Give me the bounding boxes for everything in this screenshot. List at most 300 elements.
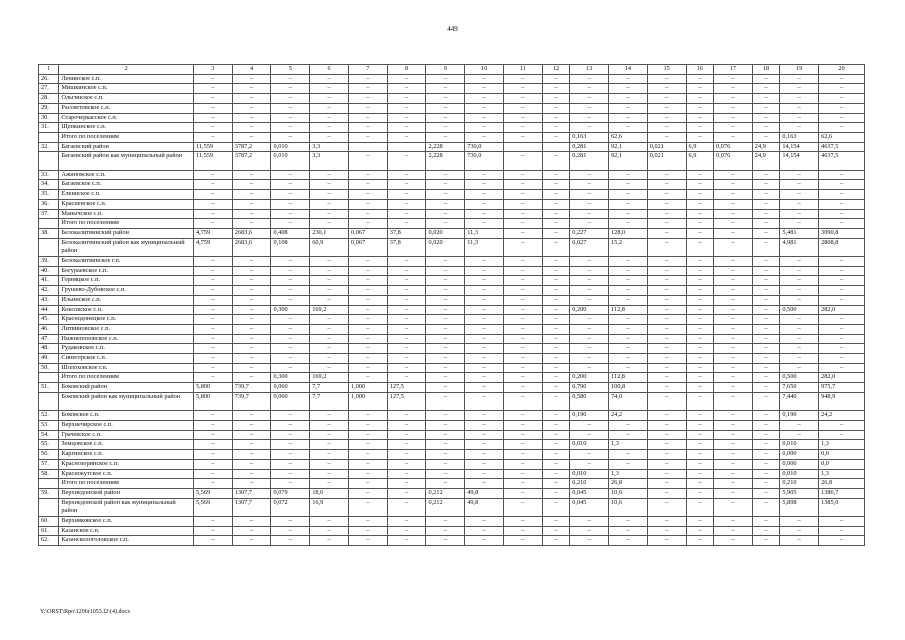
value-cell: 4637,5 <box>819 142 865 152</box>
value-cell: – <box>647 324 686 334</box>
value-cell: – <box>542 354 570 364</box>
value-cell: – <box>647 334 686 344</box>
value-cell: – <box>542 103 570 113</box>
value-cell: 0,072 <box>271 498 310 516</box>
value-cell: – <box>348 199 387 209</box>
value-cell: – <box>271 430 310 440</box>
value-cell: – <box>232 132 271 142</box>
value-cell: – <box>348 123 387 133</box>
value-cell: – <box>780 517 819 527</box>
value-cell: – <box>780 74 819 84</box>
value-cell: – <box>542 266 570 276</box>
name-cell: Синегорское с.п. <box>59 354 194 364</box>
value-cell: – <box>819 199 865 209</box>
value-cell: – <box>686 209 714 219</box>
value-cell: – <box>387 286 426 296</box>
value-cell: 112,8 <box>609 373 648 383</box>
value-cell: – <box>426 411 465 421</box>
name-cell: Елкинское с.п. <box>59 190 194 200</box>
value-cell: 0,045 <box>570 488 609 498</box>
name-cell: Краснодонецкое с.п. <box>59 315 194 325</box>
value-cell: – <box>819 219 865 229</box>
value-cell: – <box>752 113 780 123</box>
value-cell: – <box>348 430 387 440</box>
value-cell: – <box>232 170 271 180</box>
value-cell: – <box>542 286 570 296</box>
value-cell: – <box>570 190 609 200</box>
value-cell: – <box>193 209 232 219</box>
value-cell: – <box>310 450 349 460</box>
value-cell: – <box>752 334 780 344</box>
table-row <box>39 305 865 315</box>
value-cell: – <box>609 334 648 344</box>
value-cell: – <box>465 305 504 315</box>
value-cell: – <box>609 324 648 334</box>
value-cell: – <box>686 373 714 383</box>
value-cell: – <box>714 238 753 256</box>
value-cell: – <box>647 430 686 440</box>
value-cell: – <box>542 526 570 536</box>
value-cell: – <box>426 286 465 296</box>
value-cell: – <box>647 238 686 256</box>
table-row <box>39 113 865 123</box>
value-cell: – <box>819 123 865 133</box>
value-cell: – <box>465 459 504 469</box>
value-cell: – <box>686 440 714 450</box>
table-row <box>39 152 865 170</box>
name-cell: Нижнепоповское с.п. <box>59 334 194 344</box>
value-cell: – <box>310 411 349 421</box>
value-cell: – <box>752 324 780 334</box>
value-cell: – <box>426 430 465 440</box>
value-cell: – <box>348 411 387 421</box>
row-number-cell: 56. <box>39 450 59 460</box>
table-row <box>39 266 865 276</box>
value-cell: – <box>271 315 310 325</box>
value-cell: – <box>271 354 310 364</box>
value-cell: – <box>819 526 865 536</box>
value-cell: – <box>714 450 753 460</box>
name-cell: Мишкинское с.п. <box>59 84 194 94</box>
table-row <box>39 469 865 479</box>
value-cell: – <box>426 257 465 267</box>
value-cell: – <box>819 517 865 527</box>
value-cell: – <box>542 440 570 450</box>
value-cell: – <box>503 295 542 305</box>
value-cell: – <box>714 440 753 450</box>
value-cell: 24,9 <box>752 142 780 152</box>
value-cell: – <box>387 517 426 527</box>
value-cell: – <box>387 450 426 460</box>
table-row <box>39 94 865 104</box>
name-cell: Рассветовское с.п. <box>59 103 194 113</box>
data-table <box>38 64 865 546</box>
value-cell: – <box>193 411 232 421</box>
value-cell: – <box>387 459 426 469</box>
value-cell: – <box>232 286 271 296</box>
value-cell: – <box>609 209 648 219</box>
value-cell: – <box>570 123 609 133</box>
value-cell: – <box>780 420 819 430</box>
value-cell: – <box>503 305 542 315</box>
value-cell: – <box>570 324 609 334</box>
value-cell: – <box>647 498 686 516</box>
value-cell: – <box>465 94 504 104</box>
table-row <box>39 286 865 296</box>
value-cell: – <box>387 536 426 546</box>
value-cell: – <box>387 103 426 113</box>
value-cell: – <box>271 526 310 536</box>
value-cell: – <box>686 103 714 113</box>
value-cell: – <box>609 354 648 364</box>
value-cell: – <box>714 190 753 200</box>
value-cell: – <box>348 266 387 276</box>
value-cell: – <box>647 479 686 489</box>
value-cell: 282,0 <box>819 373 865 383</box>
value-cell: – <box>752 488 780 498</box>
value-cell: 4,759 <box>193 238 232 256</box>
table-row <box>39 517 865 527</box>
value-cell: 14,154 <box>780 152 819 170</box>
value-cell: – <box>232 219 271 229</box>
value-cell: – <box>570 430 609 440</box>
value-cell: – <box>193 517 232 527</box>
value-cell: 0,020 <box>426 228 465 238</box>
value-cell: 0,076 <box>714 152 753 170</box>
value-cell: – <box>310 363 349 373</box>
value-cell: – <box>647 103 686 113</box>
value-cell: – <box>193 315 232 325</box>
value-cell: – <box>542 257 570 267</box>
value-cell: – <box>271 84 310 94</box>
value-cell: 0,000 <box>780 450 819 460</box>
value-cell: – <box>465 392 504 410</box>
value-cell: – <box>609 257 648 267</box>
value-cell: – <box>686 517 714 527</box>
table-row <box>39 363 865 373</box>
value-cell: – <box>542 170 570 180</box>
row-number-cell: 48. <box>39 344 59 354</box>
value-cell: – <box>310 276 349 286</box>
value-cell: – <box>465 295 504 305</box>
value-cell: 0,200 <box>570 305 609 315</box>
value-cell: – <box>647 276 686 286</box>
value-cell: – <box>686 238 714 256</box>
value-cell: – <box>232 526 271 536</box>
value-cell: – <box>503 344 542 354</box>
row-number-cell <box>39 238 59 256</box>
value-cell: – <box>465 219 504 229</box>
value-cell: – <box>271 536 310 546</box>
name-cell: Красненское с.п. <box>59 199 194 209</box>
table-row <box>39 209 865 219</box>
value-cell: – <box>714 324 753 334</box>
value-cell: 0,020 <box>426 238 465 256</box>
row-number-cell <box>39 219 59 229</box>
table-row <box>39 142 865 152</box>
value-cell: – <box>752 103 780 113</box>
value-cell: – <box>542 469 570 479</box>
table-row <box>39 344 865 354</box>
value-cell: – <box>193 103 232 113</box>
value-cell: – <box>193 84 232 94</box>
value-cell: – <box>570 276 609 286</box>
table-row <box>39 392 865 410</box>
row-number-cell: 53. <box>39 420 59 430</box>
value-cell: – <box>503 383 542 393</box>
value-cell: – <box>387 469 426 479</box>
value-cell: – <box>310 334 349 344</box>
value-cell: – <box>570 315 609 325</box>
value-cell: 0,790 <box>570 383 609 393</box>
row-number-cell: 51. <box>39 383 59 393</box>
value-cell: – <box>193 170 232 180</box>
value-cell: – <box>570 103 609 113</box>
value-cell: – <box>542 324 570 334</box>
value-cell: – <box>542 238 570 256</box>
value-cell: 0,190 <box>570 411 609 421</box>
value-cell: – <box>310 219 349 229</box>
value-cell: 6,9 <box>686 152 714 170</box>
value-cell: – <box>780 170 819 180</box>
value-cell: – <box>465 517 504 527</box>
value-cell: – <box>426 170 465 180</box>
column-header: 11 <box>503 65 542 75</box>
value-cell: – <box>232 199 271 209</box>
value-cell: – <box>271 420 310 430</box>
value-cell: – <box>686 459 714 469</box>
value-cell: – <box>714 315 753 325</box>
name-cell: Багаевский район как муниципальный район <box>59 152 194 170</box>
value-cell: – <box>714 536 753 546</box>
value-cell: – <box>348 132 387 142</box>
row-number-cell: 57. <box>39 459 59 469</box>
value-cell: – <box>232 469 271 479</box>
row-number-cell: 36. <box>39 199 59 209</box>
value-cell: 1,3 <box>609 469 648 479</box>
value-cell: – <box>310 479 349 489</box>
value-cell: – <box>348 170 387 180</box>
value-cell: – <box>752 469 780 479</box>
value-cell: – <box>542 219 570 229</box>
value-cell: – <box>686 354 714 364</box>
value-cell: – <box>780 180 819 190</box>
table-row <box>39 190 865 200</box>
value-cell: – <box>609 344 648 354</box>
value-cell: – <box>570 517 609 527</box>
value-cell: – <box>686 411 714 421</box>
value-cell: 60,9 <box>310 238 349 256</box>
value-cell: – <box>542 411 570 421</box>
value-cell: – <box>426 363 465 373</box>
value-cell: – <box>465 526 504 536</box>
value-cell: – <box>465 190 504 200</box>
value-cell: – <box>609 180 648 190</box>
value-cell: – <box>387 209 426 219</box>
value-cell: – <box>232 103 271 113</box>
value-cell: – <box>503 315 542 325</box>
value-cell: 0,227 <box>570 228 609 238</box>
value-cell: 739,7 <box>232 383 271 393</box>
value-cell: – <box>271 257 310 267</box>
column-header: 3 <box>193 65 232 75</box>
value-cell: – <box>542 74 570 84</box>
value-cell: 0,190 <box>780 411 819 421</box>
value-cell: – <box>426 440 465 450</box>
file-path-footer: Y:\ORST\Rpo\1206r1053.f2\(4).docx <box>40 609 131 615</box>
value-cell: – <box>387 498 426 516</box>
value-cell: – <box>609 84 648 94</box>
name-cell: Краснокутское с.п. <box>59 469 194 479</box>
value-cell: 4637,5 <box>819 152 865 170</box>
value-cell: – <box>426 132 465 142</box>
value-cell: – <box>819 420 865 430</box>
value-cell: – <box>542 430 570 440</box>
value-cell: – <box>426 344 465 354</box>
value-cell: – <box>310 180 349 190</box>
value-cell: – <box>752 180 780 190</box>
value-cell: – <box>609 459 648 469</box>
table-row <box>39 238 865 256</box>
value-cell: – <box>465 74 504 84</box>
value-cell: – <box>310 84 349 94</box>
value-cell: – <box>193 199 232 209</box>
value-cell: 0,163 <box>780 132 819 142</box>
table-row <box>39 324 865 334</box>
name-cell: Итого по поселениям <box>59 219 194 229</box>
table-row <box>39 199 865 209</box>
row-number-cell: 34. <box>39 180 59 190</box>
value-cell: – <box>714 199 753 209</box>
value-cell: – <box>348 305 387 315</box>
value-cell: – <box>465 123 504 133</box>
value-cell: – <box>752 74 780 84</box>
value-cell: – <box>310 344 349 354</box>
value-cell: – <box>542 517 570 527</box>
value-cell: – <box>310 440 349 450</box>
value-cell: – <box>714 334 753 344</box>
value-cell: – <box>647 180 686 190</box>
value-cell: – <box>542 459 570 469</box>
column-header: 1 <box>39 65 59 75</box>
value-cell: – <box>271 209 310 219</box>
value-cell: 49,8 <box>465 498 504 516</box>
value-cell: – <box>686 180 714 190</box>
row-number-cell: 54. <box>39 430 59 440</box>
value-cell: – <box>752 228 780 238</box>
table-row <box>39 459 865 469</box>
value-cell: – <box>714 479 753 489</box>
value-cell: – <box>387 295 426 305</box>
value-cell: – <box>647 536 686 546</box>
value-cell: – <box>714 517 753 527</box>
value-cell: – <box>193 450 232 460</box>
value-cell: 0,212 <box>426 488 465 498</box>
value-cell: – <box>465 180 504 190</box>
value-cell: – <box>714 276 753 286</box>
value-cell: – <box>714 295 753 305</box>
value-cell: – <box>752 190 780 200</box>
value-cell: 7,650 <box>780 383 819 393</box>
value-cell: – <box>503 199 542 209</box>
value-cell: – <box>542 94 570 104</box>
value-cell: 0,0 <box>819 459 865 469</box>
value-cell: 1,3 <box>819 469 865 479</box>
value-cell: – <box>647 354 686 364</box>
value-cell: – <box>503 517 542 527</box>
value-cell: 0,076 <box>714 142 753 152</box>
value-cell: – <box>193 286 232 296</box>
value-cell: – <box>193 479 232 489</box>
table-row <box>39 123 865 133</box>
value-cell: – <box>647 295 686 305</box>
value-cell: – <box>714 286 753 296</box>
value-cell: – <box>426 103 465 113</box>
value-cell: – <box>542 488 570 498</box>
value-cell: – <box>819 84 865 94</box>
value-cell: – <box>686 315 714 325</box>
value-cell: – <box>542 276 570 286</box>
value-cell: – <box>387 344 426 354</box>
value-cell: – <box>348 324 387 334</box>
value-cell: – <box>387 354 426 364</box>
value-cell: – <box>465 469 504 479</box>
table-row <box>39 526 865 536</box>
value-cell: – <box>714 459 753 469</box>
name-cell: Грачевское с.п. <box>59 430 194 440</box>
value-cell: – <box>647 440 686 450</box>
value-cell: – <box>686 295 714 305</box>
column-header: 10 <box>465 65 504 75</box>
value-cell: – <box>193 536 232 546</box>
value-cell: – <box>752 295 780 305</box>
value-cell: – <box>752 459 780 469</box>
value-cell: – <box>752 209 780 219</box>
value-cell: – <box>271 459 310 469</box>
table-row <box>39 180 865 190</box>
value-cell: – <box>465 276 504 286</box>
value-cell: – <box>387 152 426 170</box>
column-header: 13 <box>570 65 609 75</box>
value-cell: – <box>465 103 504 113</box>
value-cell: – <box>232 84 271 94</box>
value-cell: – <box>232 276 271 286</box>
value-cell: – <box>714 373 753 383</box>
name-cell: Белокалитвинский район как муниципальный район <box>59 238 194 256</box>
row-number-cell: 38. <box>39 228 59 238</box>
value-cell: – <box>387 276 426 286</box>
value-cell: – <box>647 373 686 383</box>
row-number-cell: 45. <box>39 315 59 325</box>
row-number-cell <box>39 479 59 489</box>
value-cell: – <box>570 199 609 209</box>
row-number-cell: 35. <box>39 190 59 200</box>
value-cell: 730,0 <box>465 142 504 152</box>
value-cell: – <box>647 266 686 276</box>
value-cell: – <box>714 74 753 84</box>
value-cell: – <box>542 315 570 325</box>
value-cell: – <box>714 411 753 421</box>
row-number-cell: 58. <box>39 469 59 479</box>
value-cell: 18,6 <box>310 488 349 498</box>
row-number-cell: 39. <box>39 257 59 267</box>
value-cell: – <box>465 334 504 344</box>
value-cell: – <box>819 363 865 373</box>
value-cell: 6,9 <box>686 142 714 152</box>
value-cell: – <box>426 74 465 84</box>
value-cell: – <box>193 266 232 276</box>
value-cell: – <box>780 123 819 133</box>
